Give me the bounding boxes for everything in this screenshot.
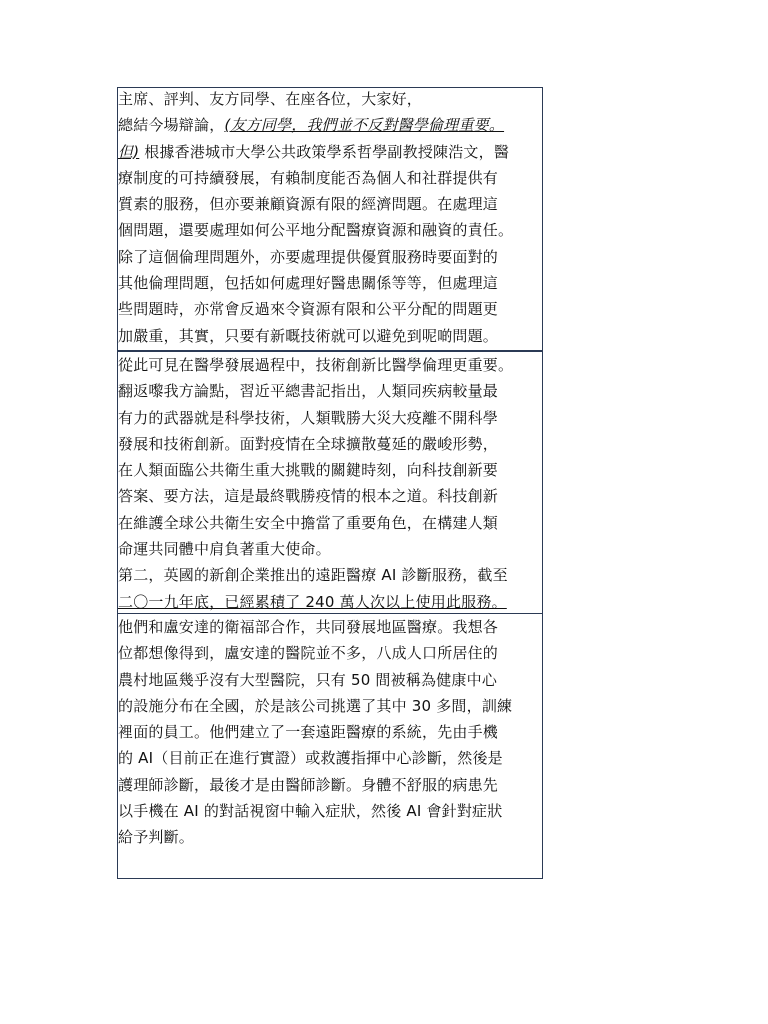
emphasized-text: (友方同學，我們並不反對醫學倫理重要。: [224, 116, 505, 135]
text-line: 從此可見在醫學發展過程中，技術創新比醫學倫理更重要。: [118, 356, 514, 374]
text-line: 第二，英國的新創企業推出的遠距醫療 AI 診斷服務，截至: [118, 566, 508, 585]
text-line: 命運共同體中肩負著重大使命。: [118, 540, 331, 559]
text-line: 給予判斷。: [118, 828, 195, 847]
text-line: 以手機在 AI 的對話視窗中輸入症狀，然後 AI 會針對症狀: [118, 802, 503, 821]
text-line: 翻返嚟我方論點，習近平總書記指出，人類同疾病較量最: [118, 382, 499, 401]
text-segment: 總結今場辯論，: [118, 116, 225, 135]
text-block-3: [117, 613, 543, 879]
text-line: 的設施分布在全國，於是該公司挑選了其中 30 多間，訓練: [118, 696, 513, 715]
text-line: [118, 139, 542, 165]
text-line: 主席、評判、友方同學、在座各位，大家好，: [118, 90, 423, 108]
text-line: 除了這個倫理問題外，亦要處理提供優質服務時要面對的: [118, 247, 499, 266]
text-segment: 根據香港城市大學公共政策學系哲學副教授陳浩文，醫: [139, 142, 510, 161]
text-line: 發展和技術創新。面對疫情在全球擴散蔓延的嚴峻形勢，: [118, 434, 499, 453]
text-line: 他們和盧安達的衛福部合作，共同發展地區醫療。我想各: [118, 618, 499, 636]
text-line: 裡面的員工。他們建立了一套遠距醫療的系統，先由手機: [118, 723, 499, 742]
text-line: 些問題時，亦常會反過來令資源有限和公平分配的問題更: [118, 300, 499, 319]
text-line: 二〇一九年底，已經累積了 240 萬人次以上使用此服務。: [118, 592, 507, 611]
text-line: 其他倫理問題，包括如何處理好醫患關係等等，但處理這: [118, 274, 499, 293]
text-line: 護理師診斷，最後才是由醫師診斷。身體不舒服的病患先: [118, 775, 499, 794]
text-line: 在維護全球公共衛生安全中擔當了重要角色，在構建人類: [118, 513, 499, 532]
text-line: 有力的武器就是科學技術，人類戰勝大災大疫離不開科學: [118, 408, 499, 427]
text-line: 個問題，還要處理如何公平地分配醫療資源和融資的責任。: [118, 221, 514, 240]
text-line: 在人類面臨公共衛生重大挑戰的關鍵時刻，向科技創新要: [118, 461, 499, 480]
text-line: 質素的服務，但亦要兼顧資源有限的經濟問題。在處理這: [118, 195, 499, 214]
text-line: [118, 112, 542, 138]
text-block-1: [117, 87, 543, 351]
text-block-2: [117, 350, 543, 614]
text-line: 的 AI（目前正在進行實證）或救護指揮中心診斷，然後是: [118, 749, 503, 768]
text-line: 答案、要方法，這是最終戰勝疫情的根本之道。科技創新: [118, 487, 499, 506]
emphasized-text: 但): [118, 142, 140, 161]
text-line: 位都想像得到，盧安達的醫院並不多，八成人口所居住的: [118, 644, 499, 663]
document-page: [117, 88, 543, 879]
text-line: 農村地區幾乎沒有大型醫院，只有 50 間被稱為健康中心: [118, 670, 498, 689]
text-line: 療制度的可持續發展，有賴制度能否為個人和社群提供有: [118, 168, 499, 187]
text-line: 加嚴重，其實，只要有新嘅技術就可以避免到呢啲問題。: [118, 326, 499, 345]
